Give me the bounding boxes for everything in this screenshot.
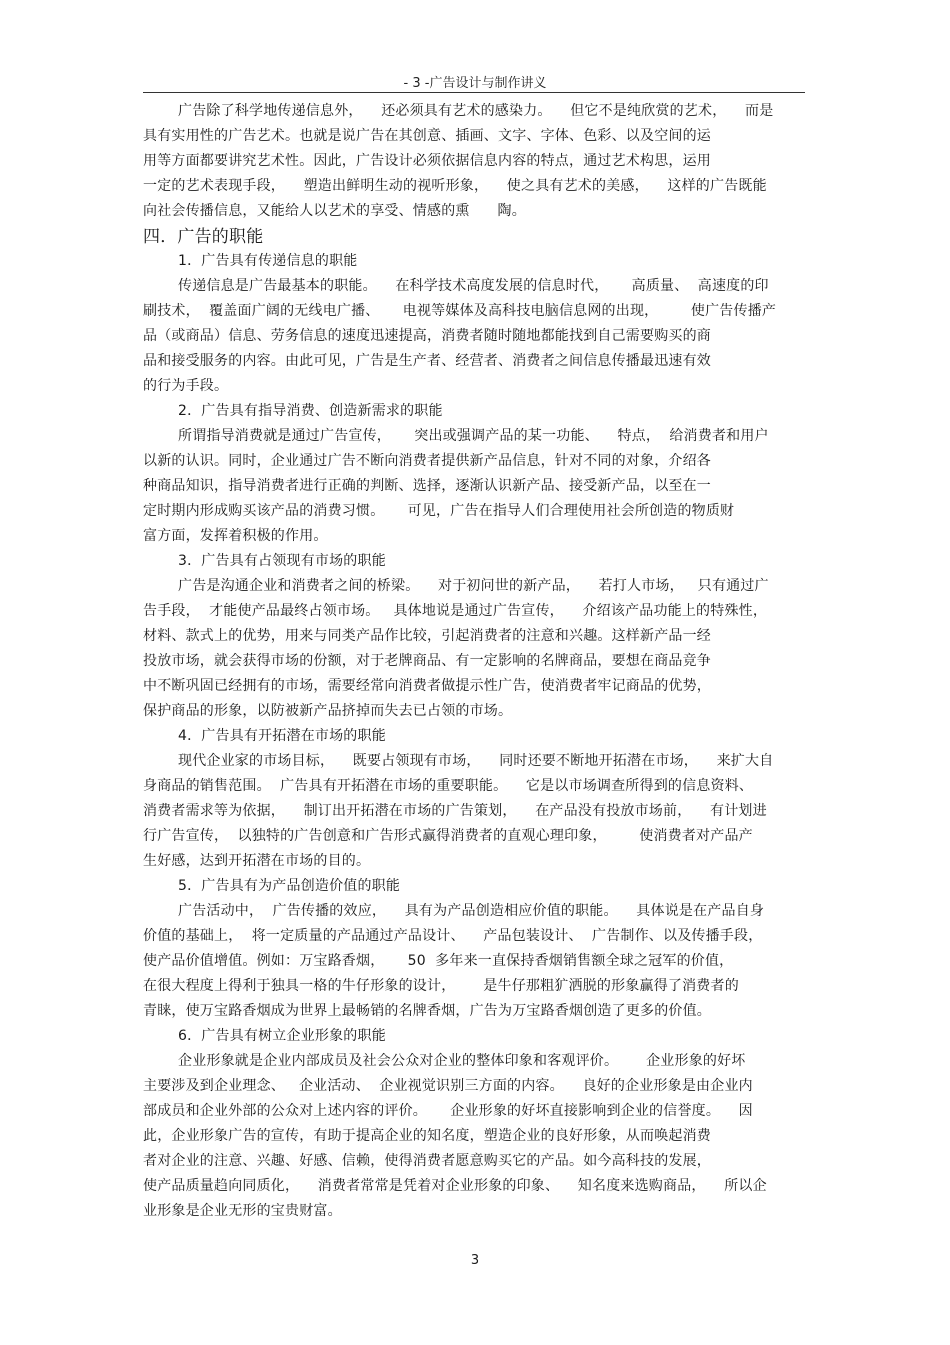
body-line: 所谓指导消费就是通过广告宣传， 突出或强调产品的某一功能、 特点， 给消费者和用户 xyxy=(178,428,769,444)
body-line: 向社会传播信息，又能给人以艺术的享受、情感的熏 陶。 xyxy=(143,203,526,219)
body-line: 广告活动中， 广告传播的效应， 具有为产品创造相应价值的职能。 具体说是在产品自身 xyxy=(178,903,765,919)
body-line: 业形象是企业无形的宝贵财富。 xyxy=(143,1203,342,1219)
subsection-heading: 2．广告具有指导消费、创造新需求的职能 xyxy=(178,403,443,419)
body-line: 刷技术， 覆盖面广阔的无线电广播、 电视等媒体及高科技电脑信息网的出现， 使广告传播产 xyxy=(143,303,777,319)
body-line: 在很大程度上得利于独具一格的牛仔形象的设计， 是牛仔那粗犷洒脱的形象赢得了消费者的 xyxy=(143,978,739,994)
body-line: 者对企业的注意、兴趣、好感、信赖，使得消费者愿意购买它的产品。如今高科技的发展， xyxy=(143,1153,711,1169)
section-heading: 四．广告的职能 xyxy=(143,227,264,247)
body-line: 青睐，使万宝路香烟成为世界上最畅销的名牌香烟，广告为万宝路香烟创造了更多的价值。 xyxy=(143,1003,711,1019)
subsection-heading: 3．广告具有占领现有市场的职能 xyxy=(178,553,386,569)
running-header: - 3 -广告设计与制作讲义 xyxy=(403,76,547,91)
body-line: 保护商品的形象，以防被新产品挤掉而失去已占领的市场。 xyxy=(143,703,513,719)
body-line: 部成员和企业外部的公众对上述内容的评价。 企业形象的好坏直接影响到企业的信誉度。 因 xyxy=(143,1103,753,1119)
body-line: 种商品知识，指导消费者进行正确的判断、选择，逐渐认识新产品、接受新产品，以至在一 xyxy=(143,478,711,494)
body-line: 中不断巩固已经拥有的市场，需要经常向消费者做提示性广告，使消费者牢记商品的优势， xyxy=(143,678,711,694)
body-line: 具有实用性的广告艺术。也就是说广告在其创意、插画、文字、字体、色彩、以及空间的运 xyxy=(143,128,711,144)
body-line: 广告是沟通企业和消费者之间的桥梁。 对于初问世的新产品， 若打人市场， 只有通过广 xyxy=(178,578,769,594)
body-line: 投放市场，就会获得市场的份额，对于老牌商品、有一定影响的名牌商品，要想在商品竞争 xyxy=(143,653,711,669)
body-line: 消费者需求等为依据， 制订出开拓潜在市场的广告策划， 在产品没有投放市场前， 有计划进 xyxy=(143,803,767,819)
body-line: 富方面，发挥着积极的作用。 xyxy=(143,528,328,544)
body-line: 用等方面都要讲究艺术性。因此，广告设计必须依据信息内容的特点，通过艺术构思，运用 xyxy=(143,153,711,169)
subsection-heading: 4．广告具有开拓潜在市场的职能 xyxy=(178,728,386,744)
body-line: 材料、款式上的优势，用来与同类产品作比较，引起消费者的注意和兴趣。这样新产品一经 xyxy=(143,628,711,644)
body-line: 品和接受服务的内容。由此可见，广告是生产者、经营者、消费者之间信息传播最迅速有效 xyxy=(143,353,711,369)
subsection-heading: 6．广告具有树立企业形象的职能 xyxy=(178,1028,386,1044)
body-line: 行广告宣传， 以独特的广告创意和广告形式赢得消费者的直观心理印象， 使消费者对产品产 xyxy=(143,828,753,844)
header-rule xyxy=(143,92,805,93)
body-line: 主要涉及到企业理念、 企业活动、 企业视觉识别三方面的内容。 良好的企业形象是由企业内 xyxy=(143,1078,753,1094)
body-line: 品（或商品）信息、劳务信息的速度迅速提高，消费者随时随地都能找到自己需要购买的商 xyxy=(143,328,711,344)
subsection-heading: 1．广告具有传递信息的职能 xyxy=(178,253,358,269)
body-line: 企业形象就是企业内部成员及社会公众对企业的整体印象和客观评价。 企业形象的好坏 xyxy=(178,1053,746,1069)
body-line: 身商品的销售范围。 广告具有开拓潜在市场的重要职能。 它是以市场调查所得到的信息资料、 xyxy=(143,778,754,794)
body-line: 现代企业家的市场目标， 既要占领现有市场， 同时还要不断地开拓潜在市场， 来扩大自 xyxy=(178,753,774,769)
body-line: 价值的基础上， 将一定质量的产品通过产品设计、 产品包装设计、 广告制作、以及传播手段， xyxy=(143,928,763,944)
body-line: 此，企业形象广告的宣传，有助于提高企业的知名度，塑造企业的良好形象，从而唤起消费 xyxy=(143,1128,711,1144)
body-line: 生好感，达到开拓潜在市场的目的。 xyxy=(143,853,371,869)
body-line: 使产品价值增值。例如：万宝路香烟， 50 多年来一直保持香烟销售额全球之冠军的价值， xyxy=(143,953,734,969)
body-line: 以新的认识。同时，企业通过广告不断向消费者提供新产品信息，针对不同的对象，介绍各 xyxy=(143,453,711,469)
body-line: 广告除了科学地传递信息外， 还必须具有艺术的感染力。 但它不是纯欣赏的艺术， 而是 xyxy=(178,103,774,119)
page-number: 3 xyxy=(470,1253,480,1268)
body-line: 一定的艺术表现手段， 塑造出鲜明生动的视听形象， 使之具有艺术的美感， 这样的广告既能 xyxy=(143,178,767,194)
body-line: 告手段， 才能使产品最终占领市场。 具体地说是通过广告宣传， 介绍该产品功能上的特殊性， xyxy=(143,603,768,619)
body-line: 的行为手段。 xyxy=(143,378,229,394)
subsection-heading: 5．广告具有为产品创造价值的职能 xyxy=(178,878,401,894)
body-line: 使产品质量趋向同质化， 消费者常常是凭着对企业形象的印象、 知名度来选购商品， 所以企 xyxy=(143,1178,767,1194)
body-line: 定时期内形成购买该产品的消费习惯。 可见，广告在指导人们合理使用社会所创造的物质财 xyxy=(143,503,735,519)
body-line: 传递信息是广告最基本的职能。 在科学技术高度发展的信息时代， 高质量、 高速度的印 xyxy=(178,278,769,294)
